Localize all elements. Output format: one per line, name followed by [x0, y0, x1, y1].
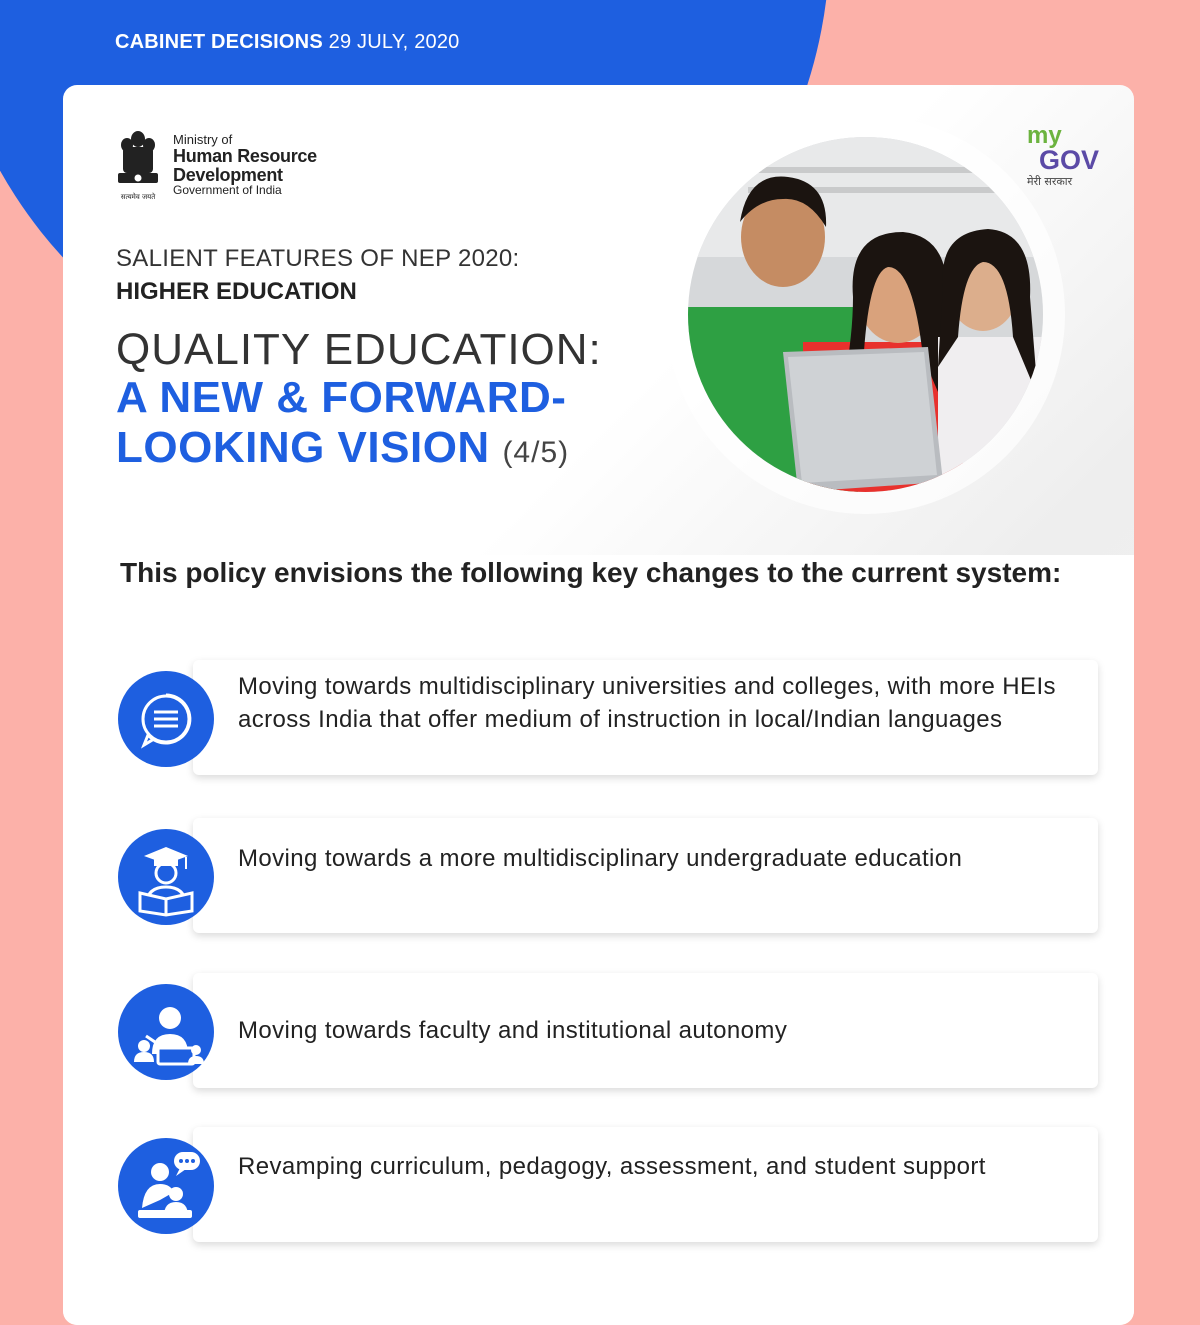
feature-text-3: Moving towards faculty and institutional autonomy: [238, 1017, 788, 1044]
feature-card-4: [193, 1127, 1098, 1242]
ministry-logo-text: [173, 133, 317, 197]
headline-line2-wrap: [116, 423, 569, 478]
feature-text-1: Moving towards multidisciplinary universities and colleges, with more HEIs across India that offer medium of instruction in local/Indian languages: [238, 673, 1056, 733]
students-photo: [688, 137, 1043, 492]
students-laptop-illustration: [688, 137, 1043, 492]
mygov-gov: GOV: [1039, 145, 1100, 175]
page-number: (4/5): [502, 436, 570, 469]
mygov-my: my: [1027, 122, 1062, 149]
speech-bubble-icon: [118, 671, 214, 767]
mygov-tagline: मेरी सरकार: [1027, 175, 1073, 188]
ministry-line1: Ministry of: [173, 132, 233, 147]
cabinet-label: CABINET DECISIONS: [115, 31, 323, 53]
higher-education-heading: HIGHER EDUCATION: [116, 278, 357, 305]
cabinet-date: 29 JULY, 2020: [328, 31, 460, 53]
ministry-line2: Human Resource: [173, 145, 317, 166]
teacher-student-icon: [118, 984, 214, 1080]
main-card: [63, 85, 1134, 1325]
headline-line1: A NEW & FORWARD-: [116, 373, 567, 422]
graduate-reading-icon: [118, 829, 214, 925]
intro-text: This policy envisions the following key changes to the current system:: [120, 557, 1062, 588]
cabinet-decisions-header: [115, 31, 460, 54]
mentor-chat-icon: [118, 1138, 214, 1234]
feature-text-2: Moving towards a more multidisciplinary undergraduate education: [238, 845, 963, 872]
national-emblem-icon: [113, 129, 163, 203]
headline-line2: LOOKING VISION: [116, 423, 490, 472]
emblem-caption: सत्यमेव जयते: [120, 193, 156, 201]
feature-card-2: [193, 818, 1098, 933]
quality-education-title: QUALITY EDUCATION:: [116, 325, 602, 374]
ministry-line3: Development: [173, 164, 283, 185]
feature-text-4: Revamping curriculum, pedagogy, assessment, and student support: [238, 1153, 986, 1180]
headline: [116, 373, 569, 478]
salient-features-heading: SALIENT FEATURES OF NEP 2020:: [116, 245, 520, 272]
mygov-logo: [1025, 119, 1105, 189]
ministry-line4: Government of India: [173, 183, 282, 198]
